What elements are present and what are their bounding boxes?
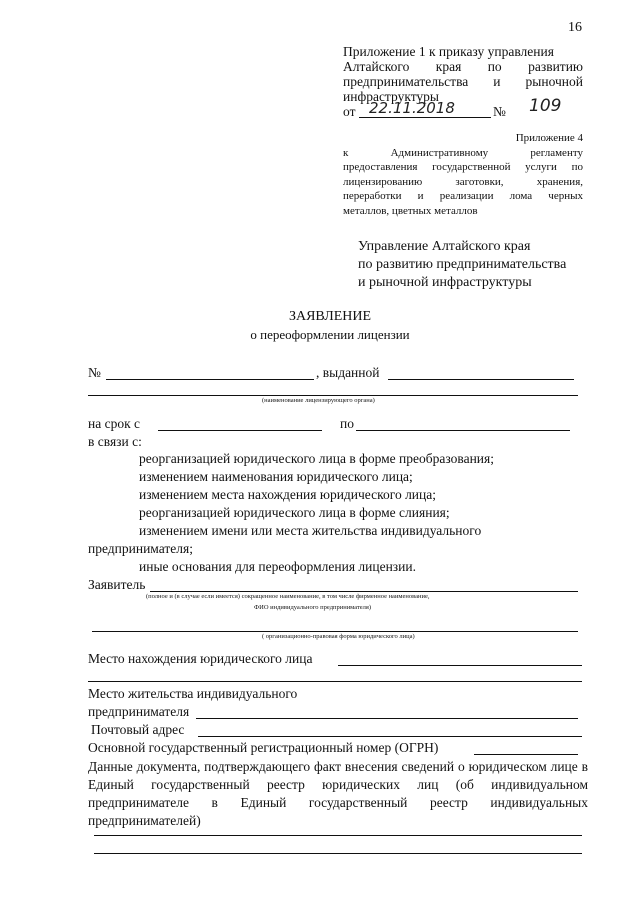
page-number: 16 [568,20,582,35]
appendix-header [343,131,583,218]
reason-item: изменением места нахождения юридического лица; [139,487,436,502]
location-field-2[interactable] [88,681,582,682]
reason-item: изменением имени или места жительства индивидуального [139,523,482,538]
appendix-header-line: лицензированию заготовки, хранения, [343,175,583,188]
registry-field[interactable] [94,835,582,836]
recipient-line: по развитию предпринимательства [358,257,567,272]
license-number-field[interactable] [106,379,314,380]
due-to-label: в связи с: [88,434,142,449]
appendix-header-line: к Административному регламенту [343,146,583,159]
term-to-label: по [340,416,354,431]
term-label: на срок с [88,416,141,431]
location-label: Место нахождения юридического лица [88,651,313,666]
handwritten-number: 109 [529,96,562,116]
recipient-line: Управление Алтайского края [358,239,531,254]
date-underline [359,117,491,118]
handwritten-date: 22.11.2018 [369,99,455,117]
applicant-label: Заявитель [88,577,146,592]
location-field[interactable] [338,665,582,666]
order-header-line: Алтайского края по развитию [343,59,583,74]
residence-label: предпринимателя [88,704,190,719]
legal-form-caption: ( организационно-правовая форма юридического лица) [262,633,415,640]
from-label: от [343,104,356,119]
registry-field-2[interactable] [94,853,582,854]
registry-paragraph: Данные документа, подтверждающего факт внесения сведений о юридическом лице в Единый государственный реестр юридических лиц (об индивидуальном предпринимателе в Единый государственный реестр индивидуальных предпринимателей) [88,759,588,828]
term-to-field[interactable] [356,430,570,431]
reason-item: предпринимателя; [88,541,193,556]
license-number-label: № [88,365,101,380]
order-header [343,44,583,122]
appendix-header-line: металлов, цветных металлов [343,204,478,217]
residence-label: Место жительства индивидуального [88,686,298,701]
applicant-caption: ФИО индивидуального предпринимателя) [254,604,372,611]
postal-label: Почтовый адрес [91,722,185,737]
issuer-name-field[interactable] [88,395,578,396]
issuer-caption: (наименование лицензирующего органа) [262,397,375,404]
appendix-header-line: предоставления государственной услуги по [343,161,583,173]
reason-item: изменением наименования юридического лица; [139,469,413,484]
residence-field[interactable] [196,718,578,719]
applicant-caption: (полное и (в случае если имеется) сокращенное наименование, в том числе фирменное наименование, [146,593,430,600]
recipient-block [358,238,566,292]
number-label: № [493,104,506,119]
appendix-header-line: переработки и реализации лома черных [343,190,583,202]
reason-item: реорганизацией юридического лица в форме преобразования; [139,451,494,466]
ogrn-field[interactable] [474,754,578,755]
issued-by-label: , выданной [316,365,380,380]
recipient-line: и рыночной инфраструктуры [358,275,532,290]
applicant-field[interactable] [150,591,578,592]
ogrn-label: Основной государственный регистрационный номер (ОГРН) [88,740,439,755]
issued-by-field[interactable] [388,379,574,380]
postal-field[interactable] [198,736,582,737]
document-title: ЗАЯВЛЕНИЕ [288,309,372,324]
legal-form-field[interactable] [92,631,578,632]
order-header-line: инфраструктуры [343,89,439,104]
order-header-line: предпринимательства и рыночной [343,74,583,89]
reason-item: реорганизацией юридического лица в форме слияния; [139,505,450,520]
order-header-line: Приложение 1 к приказу управления [343,44,554,59]
appendix-header-line: Приложение 4 [515,132,583,144]
term-from-field[interactable] [158,430,322,431]
document-subtitle: о переоформлении лицензии [250,327,410,342]
reason-item: иные основания для переоформления лицензии. [139,559,416,574]
